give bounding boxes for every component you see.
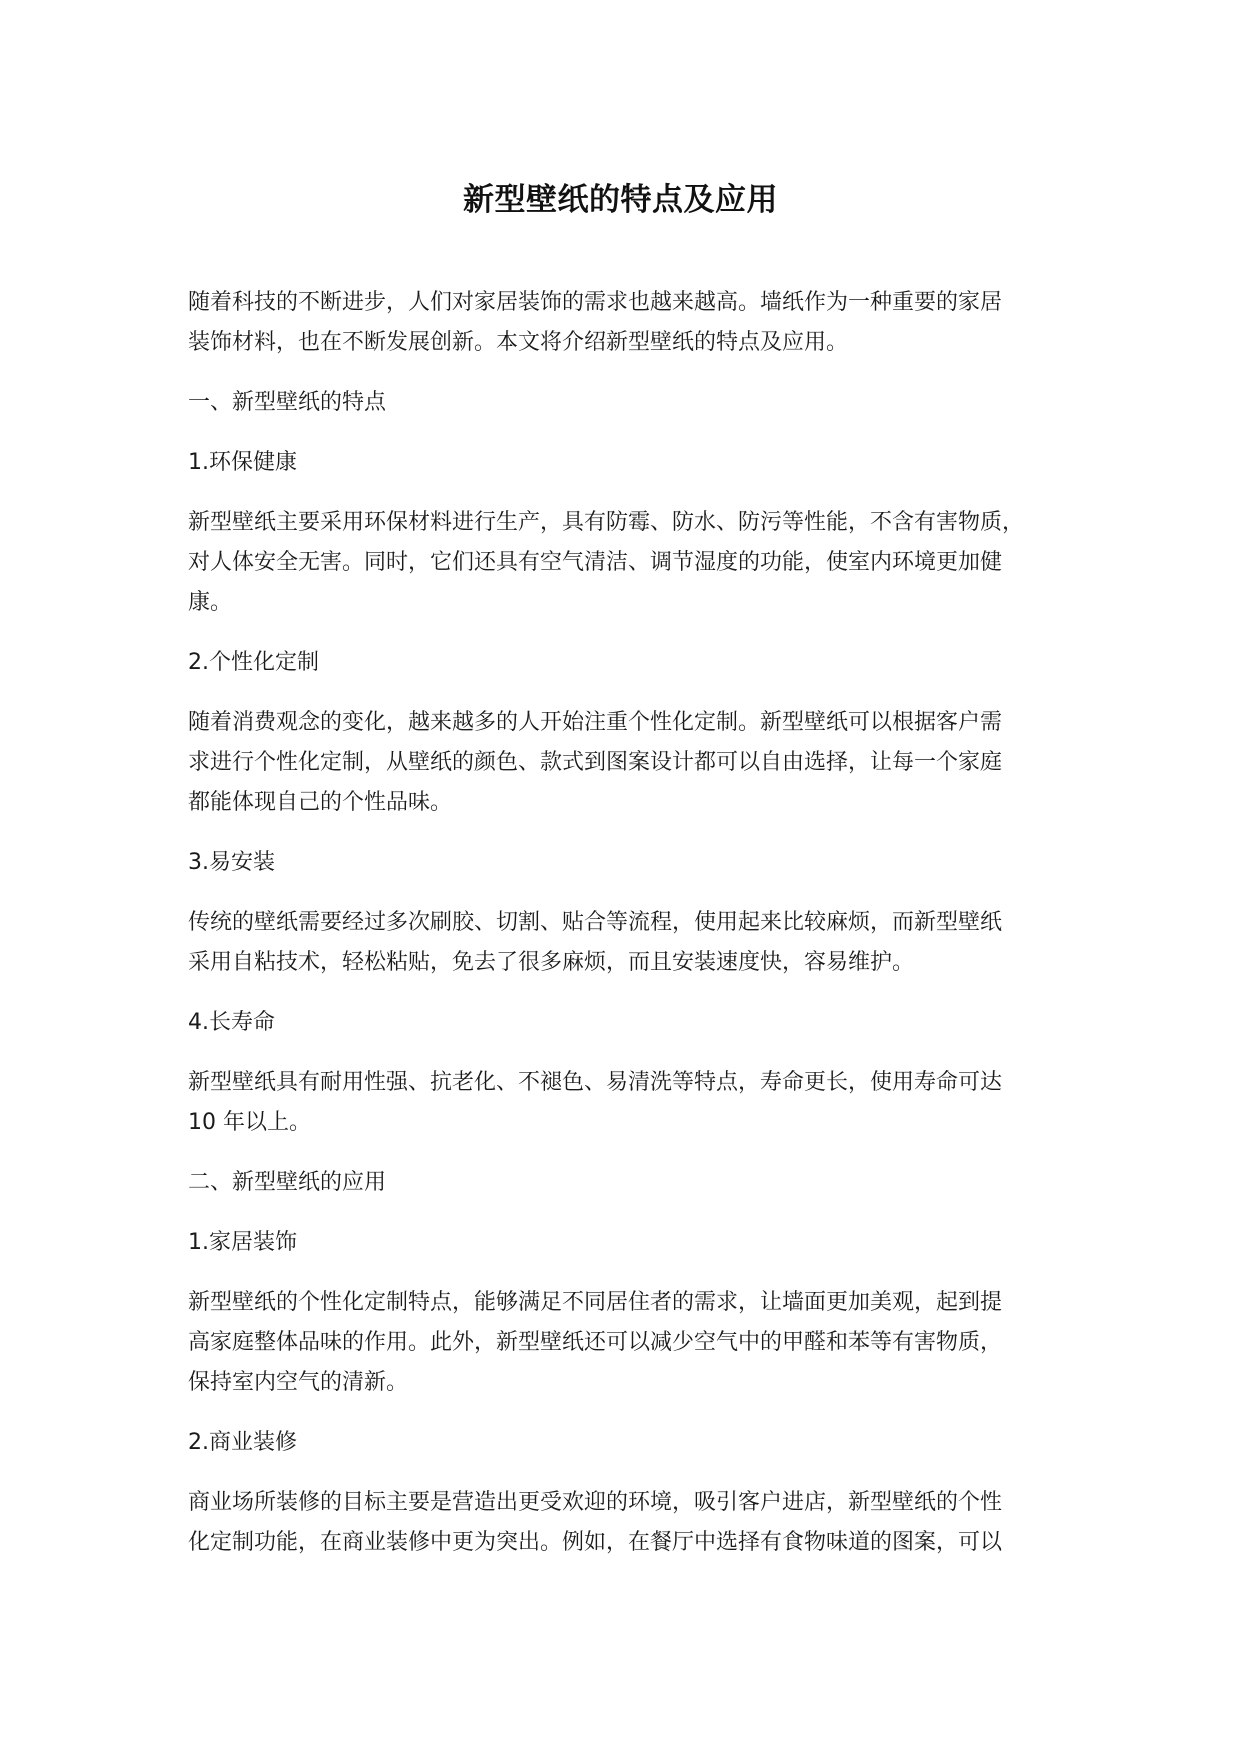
paragraph-commercial-renovation: 商业场所装修的目标主要是营造出更受欢迎的环境，吸引客户进店，新型壁纸的个性 化定制功能，在商业装修中更为突出。例如，在餐厅中选择有食物味道的图案，可以 xyxy=(188,1490,1003,1555)
paragraph-easy-install: 传统的壁纸需要经过多次刷胶、切割、贴合等流程，使用起来比较麻烦，而新型壁纸 采用自粘技术，轻松粘贴，免去了很多麻烦，而且安装速度快，容易维护。 xyxy=(188,910,1003,975)
subheading-home-decoration: 1.家居装饰 xyxy=(188,1230,297,1255)
paragraph-eco-health: 新型壁纸主要采用环保材料进行生产，具有防霉、防水、防污等性能，不含有害物质， 对人体安全无害。同时，它们还具有空气清洁、调节湿度的功能，使室内环境更加健 康。 xyxy=(188,510,1025,615)
section-heading-features: 一、新型壁纸的特点 xyxy=(188,390,387,415)
subheading-easy-install: 3.易安装 xyxy=(188,850,275,875)
subheading-commercial-renovation: 2.商业装修 xyxy=(188,1430,297,1455)
document-body xyxy=(188,283,1078,1583)
paragraph-home-decoration: 新型壁纸的个性化定制特点，能够满足不同居住者的需求，让墙面更加美观，起到提 高家庭整体品味的作用。此外，新型壁纸还可以减少空气中的甲醛和苯等有害物质， 保持室内空气的清新。 xyxy=(188,1290,1003,1395)
subheading-customization: 2.个性化定制 xyxy=(188,650,319,675)
intro-paragraph: 随着科技的不断进步，人们对家居装饰的需求也越来越高。墙纸作为一种重要的家居 装饰材料，也在不断发展创新。本文将介绍新型壁纸的特点及应用。 xyxy=(188,290,1003,355)
subheading-long-life: 4.长寿命 xyxy=(188,1010,275,1035)
paragraph-customization: 随着消费观念的变化，越来越多的人开始注重个性化定制。新型壁纸可以根据客户需 求进行个性化定制，从壁纸的颜色、款式到图案设计都可以自由选择，让每一个家庭 都能体现自己的个性品味。 xyxy=(188,710,1003,815)
paragraph-long-life: 新型壁纸具有耐用性强、抗老化、不褪色、易清洗等特点，寿命更长，使用寿命可达 10 年以上。 xyxy=(188,1070,1003,1135)
subheading-eco-health: 1.环保健康 xyxy=(188,450,297,475)
section-heading-applications: 二、新型壁纸的应用 xyxy=(188,1170,387,1195)
document-title: 新型壁纸的特点及应用 xyxy=(463,182,778,218)
